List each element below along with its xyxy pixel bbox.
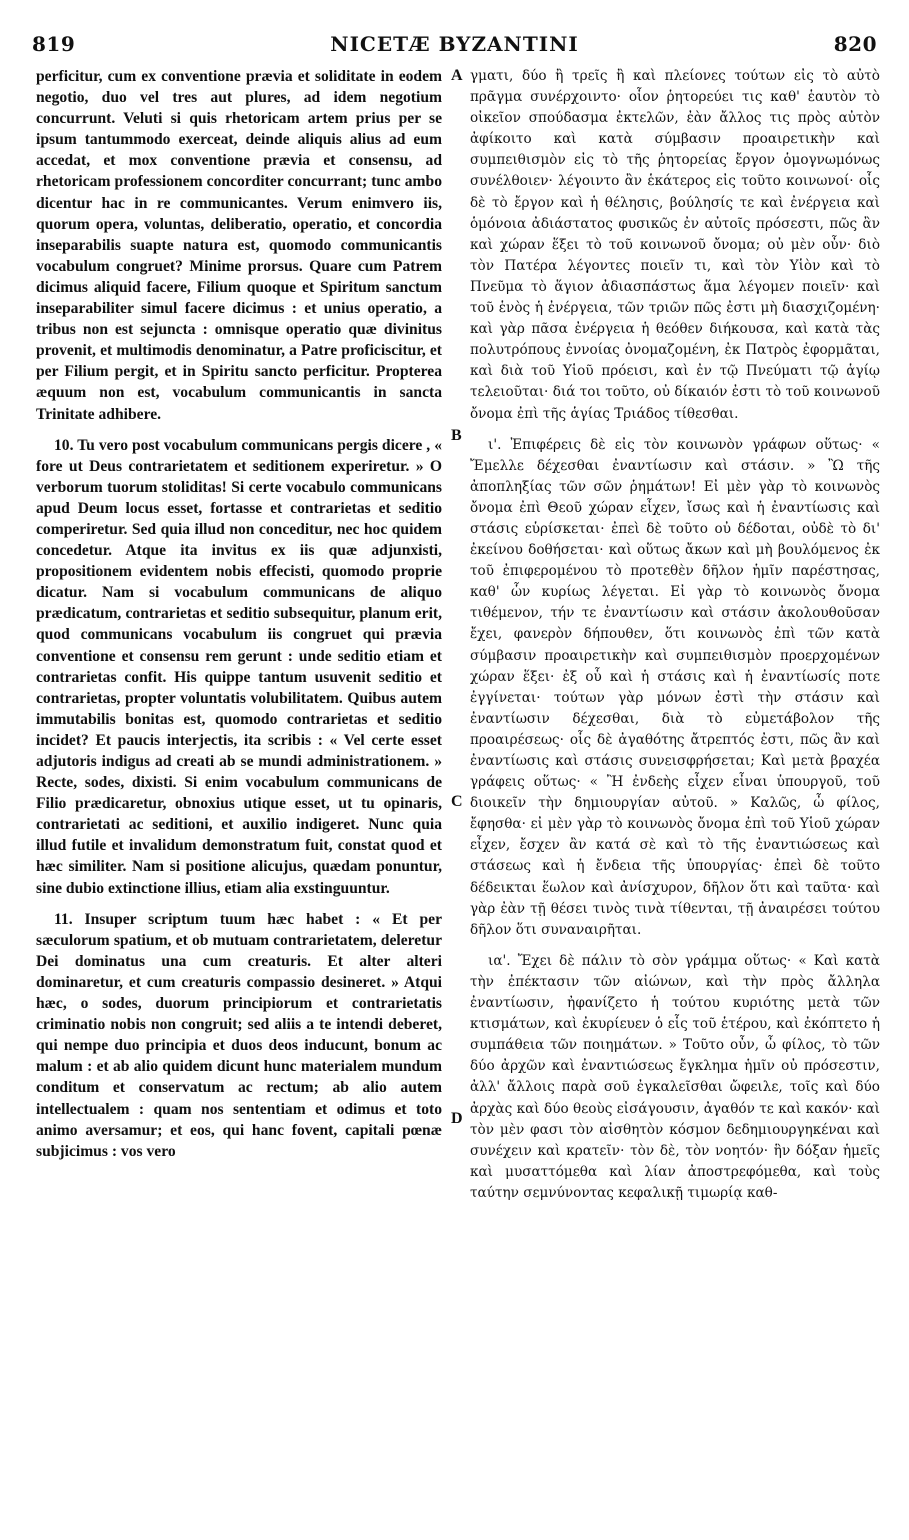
latin-paragraph-10: 10. Tu vero post vocabulum communicans pergis dicere , « fore ut Deus contrarietatem et seditionem experiretur. » O verborum tuorum stoliditas! Si certe vocabulo communicans apud Deum locus esset, fortasse et contrarietas et seditio comperiretur. Sed quia illud non conceditur, nec hoc quidem concedetur. Atque ita invitus ex iis quæ adjunxisti, propositionem evidentem nobis effecisti, quomodo proprie dicatur. Nam si vocabulum communicans de aliquo prædicatum, contrarietas et seditio subsequitur, planum erit, quod communicans vocabulum iis congruet qui prævia conventione et consensu rem gerunt : unde seditio etiam et contrarietas confit. His quippe tantum usuvenit seditio et contrarietas, propter voluntatis volubilitatem. Quibus autem immutabilis bonitas est, quomodo contrarietas et seditio incidet? Et paucis interjectis, ita scribis : « Vel certe esset adjutoris indigus ad creati ab se mundi administrationem. » Recte, sodes, dixisti. Si enim vocabulum communicans de Filio prædicaretur, obnoxius utique esset, ut tu opinaris, contrarietati ac seditioni, et auxilio indigeret. Nunc quia illud futile et invalidum demonstratum fuit, constat quod et hæc similiter. Nam si positione alicujus, quædam ponuntur, sine dubio extinctione illius, etiam alia exstinguuntur. xyxy=(36,436,442,897)
page-header xyxy=(32,32,877,60)
greek-column xyxy=(470,66,880,1526)
margin-marker-b: B xyxy=(451,427,462,444)
latin-paragraph-1: perficitur, cum ex conventione prævia et soliditate in eodem negotio, duo vel tres aut plures, ad idem negotium concurrunt. Veluti si quis rhetoricam artem prius per se ipsum tantummodo exerceat, deinde aliquis alius ad eum accedat, et mox conventione prævia et consensu, ad rhetoricam professionem concorditer concurrant; tunc ambo dicentur hac in re communicantes. Verum enimvero iis, quorum opera, voluntas, deliberatio, operatio, et concordia inseparabilis suapte natura est, quomodo communicantis vocabulum congruet? Minime prorsus. Quare cum Patrem dicimus aliquid facere, Filium quoque et Spiritum sanctum inseparabiliter simul facere dicimus : et unius operatio, a tribus non est sejuncta : omnisque operatio quæ divinitus provenit, et multimodis denominatur, a Patre proficiscitur, et per Filium pergit, et in Spiritu sancto perficitur. Propterea æquum non est, vocabulum communicantis in sancta Trinitate adhibere. xyxy=(36,68,442,423)
greek-paragraph-10: ι'. Ἐπιφέρεις δὲ εἰς τὸν κοινωνὸν γράφων οὕτως· « Ἔμελλε δέχεσθαι ἐναντίωσιν καὶ στάσιν. » Ὢ τῆς ἀποπληξίας τῶν σῶν ῥημάτων! Εἰ μὲν γὰρ τὸ κοινωνὸς ὄνομα ἐπὶ Θεοῦ χώραν εἶχεν, ἴσως καὶ ἡ ἐναντίωσις καὶ στάσις εὑρίσκεται· ἐπεὶ δὲ τοῦτο οὐ δέδοται, οὐδὲ τὸ δι' ἐκείνου δοθήσεται· καὶ οὕτως ἄκων καὶ μὴ βουλόμενος ἐκ τοῦ ἐπιφερομένου τὸ προτεθὲν δῆλον ἡμῖν παρέστησας, καθ' ὧν κυρίως λέγεται. Εἰ γὰρ τὸ κοινωνὸς ὄνομα τιθέμενον, τήν τε ἐναντίωσιν καὶ στάσιν ἀκολουθοῦσαν ἔχει, φανερὸν δήπουθεν, ὅτι κοινωνὸς ἐπὶ τῶν κατὰ σύμβασιν προαιρετικὴν καὶ συμπειθισμὸν προερχομένων χώραν ἕξει· ἐξ οὗ καὶ ἡ στάσις καὶ ἡ ἐναντίωσίς ποτε ἐγγίνεται· τούτων γὰρ μόνων ἐστὶ τὴν στάσιν καὶ ἐναντίωσιν δέχεσθαι, διὰ τὸ εὐμετάβολον τῆς προαιρέσεως· οἷς δὲ ἀγαθότης ἄτρεπτός ἐστι, πῶς ἂν καὶ ἐναντίωσις καὶ στάσις συνεισφρήσεται; Καὶ μετὰ βραχέα γράφεις οὕτως· « Ἢ ἐνδεὴς εἶχεν εἶναι ὑπουργοῦ, τοῦ διοικεῖν τὴν δημιουργίαν αὐτοῦ. » Καλῶς, ὦ φίλος, ἔφησθα· εἰ μὲν γὰρ τὸ κοινωνὸς ὄνομα ἐπὶ τοῦ Υἱοῦ χώραν εἶχεν, ἔσχεν ἂν κατά σὲ καὶ τὸ τῆς ἐναντιώσεως καὶ στάσεως καὶ ἡ ἔνδεια τῆς ὑπουργίας· ἐπεὶ δὲ τοῦτο δέδεικται ἕωλον καὶ ἀνίσχυρον, δῆλον ὅτι καὶ ταῦτα· καὶ γὰρ ἐὰν τῇ θέσει τινὸς τινὰ τίθενται, τῇ ἀναιρέσει τούτου δῆλον ὅτι συναναιρῆται. xyxy=(470,436,880,938)
latin-paragraph-11: 11. Insuper scriptum tuum hæc habet : « Et per sæculorum spatium, et ob mutuam contrarietatem, deleretur Dei dominatus una cum creaturis. Et alter alteri dominaretur, et cum creaturis compassio desineret. » Atqui hæc, o sodes, duorum principiorum et contrarietatis criminatio nobis non congruit; sed aliis a te intendi deberet, qui nempe duo principia et duos deos inducunt, bonum ac malum : et ab alio quidem dicunt hunc materialem mundum conditum et conservatum ac rectum; ab alio autem intellectualem : quam nos sententiam et odimus et toto animo aversamur; et eos, qui hanc fovent, capitali pœnæ subjicimus : vos vero xyxy=(36,910,442,1160)
left-page-number: 819 xyxy=(32,32,76,56)
margin-marker-c: C xyxy=(451,793,463,810)
right-page-number: 820 xyxy=(833,32,877,56)
latin-column xyxy=(36,66,442,1526)
margin-marker-a: A xyxy=(451,67,463,84)
greek-paragraph-11: ια'. Ἔχει δὲ πάλιν τὸ σὸν γράμμα οὕτως· « Καὶ κατὰ τὴν ἐπέκτασιν τῶν αἰώνων, καὶ τὴν πρὸς ἄλληλα ἐναντίωσιν, ἠφανίζετο ἡ τούτου κυριότης μετὰ τῶν κτισμάτων, καὶ ἐκυρίευεν ὁ εἷς τοῦ ἑτέρου, καὶ ἐκόπτετο ἡ συμπάθεια τῶν ποιημάτων. » Τοῦτο οὖν, ὦ φίλος, τὸ τῶν δύο ἀρχῶν καὶ ἐναντιώσεως ἔγκλημα ἡμῖν οὐ πρόσεστιν, ἀλλ' ἄλλοις παρὰ σοῦ ἐγκαλεῖσθαι ὤφειλε, τοῖς καὶ δύο ἀρχὰς καὶ δύο θεοὺς εἰσάγουσιν, ἀγαθόν τε καὶ κακόν· καὶ τὸν μὲν φασι τὸν αἰσθητὸν κόσμον δεδημιουργηκέναι καὶ συνέχειν καὶ κρατεῖν· τὸν δὲ, τὸν νοητόν· ἣν δόξαν ἡμεῖς καὶ μυσαττόμεθα καὶ λίαν ἀποστρεφόμεθα, καὶ τοὺς ταύτην σεμνύνοντας κεφαλικῇ τιμωρίᾳ καθ- xyxy=(470,952,880,1201)
greek-paragraph-1: γματι, δύο ἢ τρεῖς ἢ καὶ πλείονες τούτων εἰς τὸ αὐτὸ πρᾶγμα συνέρχοιντο· οἷον ῥητορεύει τις καθ' ἑαυτὸν τὸ οἰκεῖον σπούδασμα ἐκτελῶν, ἐὰν ἄλλος τις πρὸς αὐτὸν ἀφίκοιτο καὶ κατὰ σύμβασιν προαιρετικὴν καὶ συμπειθισμὸν εἰς τὸ τῆς ῥητορείας ἔργον ὁμογνωμόνως συνέλθοιεν· λέγοιντο ἂν ἑκάτερος εἰς τοῦτο κοινωνοί· οἷς δὲ τὸ ἔργον καὶ ἡ θέλησις, βούλησίς τε καὶ ἐνέργεια καὶ ὁμόνοια ἀδιάστατος φυσικῶς ἐν αὐτοῖς πρόσεστι, πῶς ἂν καὶ χώραν ἕξει τὸ τοῦ κοινωνοῦ ὄνομα; οὐ μὲν οὖν· διὸ τὸν Πατέρα λέγοντες ποιεῖν τι, καὶ τὸν Υἱὸν καὶ τὸ Πνεῦμα τὸ ἅγιον ἀδιασπάστως ἅμα λέγομεν ποιεῖν· καὶ τοῦ ἑνὸς ἡ ἐνέργεια, τῶν τριῶν πῶς ἐστι μὴ διασχιζομένη· καὶ γὰρ πᾶσα ἐνέργεια ἡ θεόθεν διήκουσα, καὶ κατὰ τὰς πολυτρόπους ἐννοίας ὀνομαζομένη, ἐκ Πατρὸς ἐφορμᾶται, καὶ διὰ τοῦ Υἱοῦ πρόεισι, καὶ ἐν τῷ Πνεύματι τῷ ἁγίῳ τελειοῦται· διά τοι τοῦτο, οὐ δίκαιόν ἐστι τὸ τοῦ κοινωνοῦ ὄνομα ἐπὶ τῆς ἁγίας Τριάδος τίθεσθαι. xyxy=(470,68,880,422)
margin-marker-d: D xyxy=(451,1110,463,1127)
running-title: NICETÆ BYZANTINI xyxy=(330,32,579,56)
